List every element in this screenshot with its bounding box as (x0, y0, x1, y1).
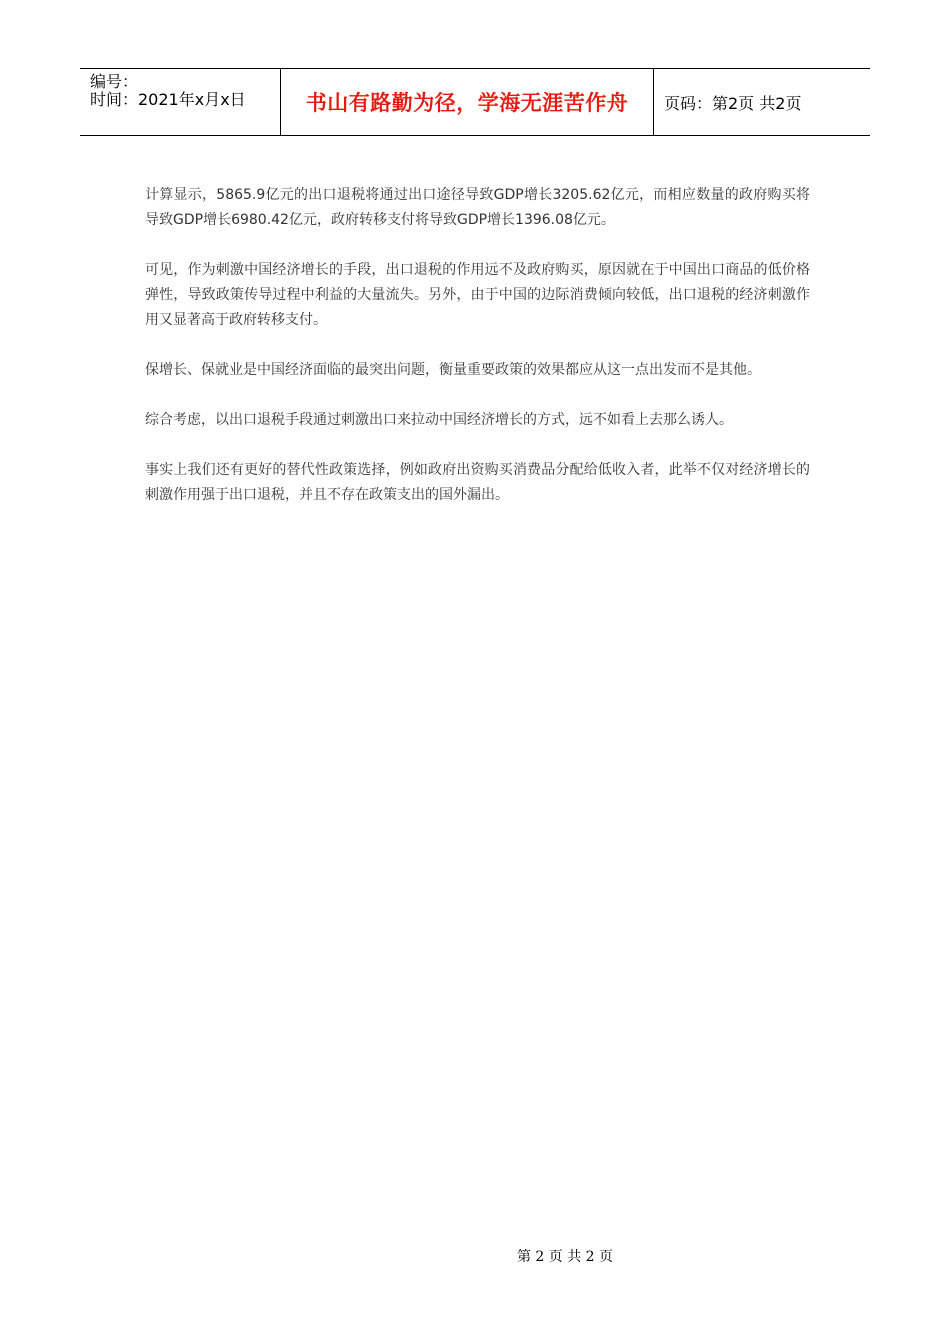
header-page-cell (654, 69, 870, 135)
body-paragraph: 保增长、保就业是中国经济面临的最突出问题，衡量重要政策的效果都应从这一点出发而不是其他。 (145, 362, 761, 378)
document-number-label: 编号： (90, 72, 139, 91)
body-paragraph: 综合考虑，以出口退税手段通过刺激出口来拉动中国经济增长的方式，远不如看上去那么诱人。 (145, 412, 733, 428)
header-page-number: 页码：第2页 共2页 (664, 93, 802, 113)
document-body (145, 183, 810, 533)
header-motto-cell (281, 69, 654, 135)
page-footer: 第 2 页 共 2 页 (516, 1249, 614, 1265)
header-meta-cell (80, 69, 281, 135)
body-paragraph: 可见，作为刺激中国经济增长的手段，出口退税的作用远不及政府购买，原因就在于中国出口商品的低价格弹性，导致政策传导过程中利益的大量流失。另外，由于中国的边际消费倾向较低，出口退税的经济刺激作用又显著高于政府转移支付。 (145, 262, 810, 328)
header-motto: 书山有路勤为径，学海无涯苦作舟 (305, 91, 629, 115)
document-date-label: 时间：2021年x月x日 (90, 90, 246, 109)
document-header (80, 68, 870, 136)
body-paragraph: 计算显示，5865.9亿元的出口退税将通过出口途径导致GDP增长3205.62亿元，而相应数量的政府购买将导致GDP增长6980.42亿元，政府转移支付将导致GDP增长1396.08亿元。 (145, 187, 810, 228)
body-paragraph: 事实上我们还有更好的替代性政策选择，例如政府出资购买消费品分配给低收入者，此举不仅对经济增长的刺激作用强于出口退税，并且不存在政策支出的国外漏出。 (145, 462, 810, 503)
